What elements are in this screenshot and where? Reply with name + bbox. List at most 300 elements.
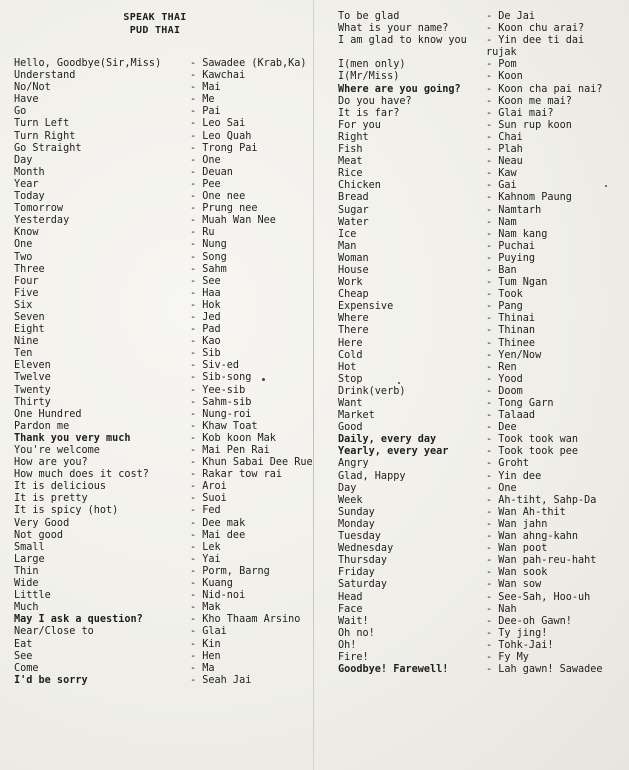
phrase-row	[14, 675, 312, 687]
english-phrase: Have	[14, 94, 39, 106]
english-phrase: I(Mr/Miss)	[338, 71, 400, 83]
phrase-row	[338, 664, 629, 676]
thai-phrase: - Koon me mai?	[486, 95, 572, 107]
english-phrase: Wide	[14, 578, 39, 590]
thai-phrase: - Khun Sabai Dee Rue	[190, 457, 313, 469]
phrase-row	[14, 312, 312, 324]
english-phrase: Monday	[338, 518, 375, 530]
english-phrase: Nine	[14, 336, 39, 348]
phrase-row	[14, 433, 312, 445]
english-phrase: Month	[14, 166, 45, 178]
english-phrase: Where	[338, 313, 369, 325]
thai-phrase: - Dee-oh Gawn!	[486, 615, 572, 627]
right-phrase-column	[338, 11, 629, 676]
phrase-row	[338, 35, 629, 47]
english-phrase: One Hundred	[14, 408, 82, 420]
english-phrase: Rice	[338, 168, 363, 180]
phrase-row	[338, 192, 629, 204]
phrase-row	[338, 96, 629, 108]
phrase-row	[338, 350, 629, 362]
thai-phrase: - Hok	[190, 299, 221, 311]
english-phrase: How much does it cost?	[14, 469, 149, 481]
thai-phrase: - Sawadee (Krab,Ka)	[190, 58, 307, 69]
phrase-row	[14, 94, 312, 106]
english-phrase: Saturday	[338, 579, 388, 591]
thai-phrase: - Glai	[190, 626, 227, 638]
thai-phrase: - Thinee	[486, 337, 536, 349]
english-phrase: Bread	[338, 192, 369, 204]
thai-phrase: - Song	[190, 251, 227, 263]
phrase-row	[338, 289, 629, 301]
phrase-row	[14, 614, 312, 626]
english-phrase: Yearly, every year	[338, 446, 449, 458]
thai-phrase: - See-Sah, Hoo-uh	[486, 591, 591, 603]
english-phrase: Work	[338, 277, 363, 289]
english-phrase: Go Straight	[14, 142, 82, 154]
thai-phrase: - Fed	[190, 505, 221, 517]
phrase-row	[338, 616, 629, 628]
english-phrase: No/Not	[14, 82, 51, 94]
thai-phrase: - Puchai	[486, 240, 536, 252]
ink-speck	[605, 185, 607, 187]
phrase-row	[338, 23, 629, 35]
english-phrase: Meat	[338, 156, 363, 168]
english-phrase: To be glad	[338, 11, 400, 22]
english-phrase: Right	[338, 131, 369, 143]
english-phrase: It is pretty	[14, 493, 88, 505]
thai-phrase: - Sib	[190, 348, 221, 360]
english-phrase: Sugar	[338, 204, 369, 216]
english-phrase: Fish	[338, 144, 363, 156]
thai-phrase: - Hen	[190, 650, 221, 662]
english-phrase: Four	[14, 275, 39, 287]
phrase-row	[338, 507, 629, 519]
thai-phrase: - Nung-roi	[190, 408, 252, 420]
thai-phrase: - Fy My	[486, 651, 529, 663]
thai-phrase: - Doom	[486, 385, 523, 397]
english-phrase: Man	[338, 240, 357, 252]
phrase-row	[338, 458, 629, 470]
english-phrase: I am glad to know you	[338, 35, 467, 47]
english-phrase: Drink(verb)	[338, 385, 406, 397]
thai-phrase: - Glai mai?	[486, 107, 554, 119]
thai-phrase: - Porm, Barng	[190, 565, 270, 577]
thai-phrase: - Namtarh	[486, 204, 542, 216]
english-phrase: Tomorrow	[14, 203, 64, 215]
phrase-row	[14, 118, 312, 130]
thai-phrase: - Neau	[486, 156, 523, 168]
english-phrase: Six	[14, 299, 33, 311]
english-phrase: Pardon me	[14, 420, 70, 432]
english-phrase: Friday	[338, 567, 375, 579]
phrase-row	[14, 409, 312, 421]
phrase-row	[14, 131, 312, 143]
thai-phrase: - Ah-tiht, Sahp-Da	[486, 494, 597, 506]
thai-phrase: - Wan sook	[486, 567, 548, 579]
thai-phrase: - Nung	[190, 239, 227, 251]
ink-speck	[262, 378, 265, 381]
phrase-row	[338, 11, 629, 23]
thai-phrase: - Khaw Toat	[190, 420, 258, 432]
phrase-row	[338, 156, 629, 168]
phrase-row	[338, 604, 629, 616]
phrase-row	[338, 628, 629, 640]
english-phrase: House	[338, 264, 369, 276]
thai-phrase: - Sib-song	[190, 372, 252, 384]
phrase-row	[14, 324, 312, 336]
english-phrase: It is delicious	[14, 481, 107, 493]
phrase-row	[338, 217, 629, 229]
phrase-row	[338, 555, 629, 567]
english-phrase: Woman	[338, 252, 369, 264]
thai-phrase: - Thinai	[486, 313, 536, 325]
phrase-row	[14, 215, 312, 227]
phrase-row	[338, 422, 629, 434]
english-phrase: Daily, every day	[338, 434, 437, 446]
english-phrase: Come	[14, 662, 39, 674]
english-phrase: It is far?	[338, 107, 400, 119]
phrase-row	[338, 495, 629, 507]
english-phrase: Five	[14, 287, 39, 299]
phrase-row	[338, 519, 629, 531]
phrase-row	[338, 434, 629, 446]
phrase-row	[338, 168, 629, 180]
thai-phrase: - Yai	[190, 553, 221, 565]
english-phrase: Week	[338, 494, 363, 506]
phrase-row	[14, 421, 312, 433]
phrase-row	[14, 578, 312, 590]
thai-phrase: - Kuang	[190, 578, 233, 590]
phrase-row	[14, 179, 312, 191]
thai-phrase: - Wan pah-reu-haht	[486, 555, 597, 567]
phrase-row	[338, 579, 629, 591]
phrase-row	[14, 542, 312, 554]
phrase-row	[14, 252, 312, 264]
english-phrase: I(men only)	[338, 59, 406, 71]
thai-phrase: - Yin dee	[486, 470, 542, 482]
thai-phrase: - Koon	[486, 71, 523, 83]
thai-phrase: - Me	[190, 94, 215, 106]
phrase-row	[338, 374, 629, 386]
thai-phrase: - Sun rup koon	[486, 119, 572, 131]
english-phrase: Market	[338, 410, 375, 422]
sheet-subtitle: PUD THAI	[129, 25, 181, 36]
english-phrase: Year	[14, 178, 39, 190]
phrase-row	[338, 277, 629, 289]
english-phrase: Know	[14, 227, 39, 239]
thai-phrase: - Sahm	[190, 263, 227, 275]
english-phrase: Twelve	[14, 372, 51, 384]
phrase-row	[14, 276, 312, 288]
english-phrase: I'd be sorry	[14, 674, 88, 686]
english-phrase: Day	[338, 482, 357, 494]
thai-phrase: - Yood	[486, 373, 523, 385]
thai-phrase: - Talaad	[486, 410, 536, 422]
phrase-row	[338, 362, 629, 374]
thai-phrase: - Groht	[486, 458, 529, 470]
english-phrase: Want	[338, 398, 363, 409]
phrase-row	[338, 132, 629, 144]
english-phrase: How are you?	[14, 457, 88, 469]
phrase-row	[338, 543, 629, 555]
thai-phrase: - Trong Pai	[190, 142, 258, 154]
phrase-row	[338, 531, 629, 543]
phrase-row	[14, 651, 312, 663]
sheet-title: SPEAK THAI	[123, 12, 187, 23]
thai-phrase: rujak	[486, 47, 517, 59]
thai-phrase: - Prung nee	[190, 203, 258, 215]
english-phrase: Twenty	[14, 384, 51, 396]
english-phrase: Go	[14, 106, 27, 118]
thai-phrase: - One	[486, 482, 517, 494]
english-phrase: Seven	[14, 311, 45, 323]
thai-phrase: - Kawchai	[190, 70, 246, 82]
thai-phrase: - Mai dee	[190, 529, 246, 541]
thai-phrase: - One nee	[190, 191, 246, 203]
thai-phrase: - Ru	[190, 227, 215, 239]
thai-phrase: - Tong Garn	[486, 398, 554, 409]
thai-phrase: - Ren	[486, 361, 517, 373]
thai-phrase: - Sahm-sib	[190, 396, 252, 408]
english-phrase: See	[14, 650, 33, 662]
phrase-row	[14, 397, 312, 409]
thai-phrase: - Suoi	[190, 493, 227, 505]
thai-phrase: - Kho Thaam Arsino	[190, 614, 301, 626]
phrase-row	[14, 481, 312, 493]
phrase-row	[338, 47, 629, 59]
english-phrase: What is your name?	[338, 23, 449, 35]
thai-phrase: - Deuan	[190, 166, 233, 178]
thai-phrase: - Mai Pen Rai	[190, 445, 270, 456]
thai-phrase: - Wan jahn	[486, 518, 548, 530]
phrase-row	[338, 84, 629, 96]
thai-phrase: - Dee	[486, 422, 517, 434]
english-phrase: Oh!	[338, 639, 357, 651]
phrase-row	[14, 264, 312, 276]
thai-phrase: - Pad	[190, 324, 221, 336]
phrase-row	[338, 652, 629, 664]
english-phrase: Yesterday	[14, 215, 70, 227]
phrase-row	[338, 567, 629, 579]
english-phrase: Sunday	[338, 506, 375, 518]
english-phrase: For you	[338, 119, 381, 131]
phrase-row	[14, 227, 312, 239]
thai-phrase: - Pang	[486, 301, 523, 313]
phrase-row	[338, 120, 629, 132]
thai-phrase: - Nid-noi	[190, 590, 246, 602]
thai-phrase: - Thinan	[486, 325, 536, 337]
phrase-row	[14, 143, 312, 155]
english-phrase: Today	[14, 191, 45, 203]
english-phrase: Ten	[14, 348, 33, 360]
thai-phrase: - Gai	[486, 180, 517, 192]
english-phrase: Wednesday	[338, 543, 394, 555]
english-phrase: Three	[14, 263, 45, 275]
phrase-row	[14, 288, 312, 300]
english-phrase: Thin	[14, 565, 39, 577]
thai-phrase: - Dee mak	[190, 517, 246, 529]
thai-phrase: - Tum Ngan	[486, 277, 548, 289]
phrase-row	[14, 663, 312, 675]
english-phrase: Hello, Goodbye(Sir,Miss)	[14, 58, 162, 69]
english-phrase: Expensive	[338, 301, 394, 313]
phrase-row	[14, 191, 312, 203]
phrase-row	[14, 360, 312, 372]
phrase-row	[338, 59, 629, 71]
english-phrase: Glad, Happy	[338, 470, 406, 482]
phrase-row	[338, 410, 629, 422]
ink-speck	[398, 382, 400, 384]
english-phrase: Near/Close to	[14, 626, 94, 638]
phrase-row	[338, 640, 629, 652]
english-phrase: One	[14, 239, 33, 251]
phrase-row	[14, 336, 312, 348]
phrase-row	[14, 566, 312, 578]
phrase-row	[338, 205, 629, 217]
phrase-row	[14, 493, 312, 505]
thai-phrase: - Leo Quah	[190, 130, 252, 142]
thai-phrase: - Lah gawn! Sawadee	[486, 664, 603, 676]
phrase-row	[14, 239, 312, 251]
thai-phrase: - Kao	[190, 336, 221, 348]
english-phrase: Face	[338, 603, 363, 615]
phrase-row	[338, 313, 629, 325]
phrase-row	[14, 505, 312, 517]
english-phrase: Cold	[338, 349, 363, 361]
phrase-row	[338, 229, 629, 241]
thai-phrase: - Took took pee	[486, 446, 579, 458]
thai-phrase: - Mak	[190, 602, 221, 614]
phrase-row	[14, 445, 312, 457]
phrase-row	[14, 106, 312, 118]
thai-phrase: - Chai	[486, 131, 523, 143]
english-phrase: Day	[14, 154, 33, 166]
thai-phrase: - Aroi	[190, 481, 227, 493]
phrase-row	[338, 483, 629, 495]
phrase-row	[338, 325, 629, 337]
english-phrase: Understand	[14, 70, 76, 82]
english-phrase: Very Good	[14, 517, 70, 529]
english-phrase: Eat	[14, 638, 33, 650]
english-phrase: You're welcome	[14, 445, 100, 456]
thai-phrase: - Jed	[190, 311, 221, 323]
phrase-row	[14, 457, 312, 469]
english-phrase: Here	[338, 337, 363, 349]
phrase-row	[14, 300, 312, 312]
english-phrase: Tuesday	[338, 531, 381, 543]
phrase-row	[14, 348, 312, 360]
english-phrase: Good	[338, 422, 363, 434]
phrase-row	[338, 180, 629, 192]
english-phrase	[338, 47, 486, 59]
phrase-row	[338, 446, 629, 458]
thai-phrase: - Seah Jai	[190, 674, 252, 686]
english-phrase: Cheap	[338, 289, 369, 301]
english-phrase: Angry	[338, 458, 369, 470]
english-phrase: May I ask a question?	[14, 614, 143, 626]
phrase-row	[14, 70, 312, 82]
phrase-row	[14, 385, 312, 397]
thai-phrase: - Nam	[486, 216, 517, 228]
phrase-row	[14, 372, 312, 384]
english-phrase: There	[338, 325, 369, 337]
thai-phrase: - One	[190, 154, 221, 166]
thai-phrase: - Pom	[486, 59, 517, 71]
english-phrase: Two	[14, 251, 33, 263]
english-phrase: Eight	[14, 324, 45, 336]
phrase-row	[338, 108, 629, 120]
thai-phrase: - Ban	[486, 264, 517, 276]
phrase-row	[338, 301, 629, 313]
english-phrase: Little	[14, 590, 51, 602]
english-phrase: Goodbye! Farewell!	[338, 664, 449, 676]
thai-phrase: - Koon cha pai nai?	[486, 83, 603, 95]
english-phrase: Chicken	[338, 180, 381, 192]
english-phrase: Thirty	[14, 396, 51, 408]
thai-phrase: - Wan Ah-thit	[486, 506, 566, 518]
thai-phrase: - Puying	[486, 252, 536, 264]
phrase-row	[14, 590, 312, 602]
thai-phrase: - Rakar tow rai	[190, 469, 283, 481]
english-phrase: Not good	[14, 529, 64, 541]
thai-phrase: - Kahnom Paung	[486, 192, 572, 204]
thai-phrase: - Kob koon Mak	[190, 432, 276, 444]
thai-phrase: - Siv-ed	[190, 360, 240, 372]
phrase-row	[14, 167, 312, 179]
thai-phrase: - Leo Sai	[190, 118, 246, 130]
phrase-row	[338, 398, 629, 410]
thai-phrase: - Yin dee ti dai	[486, 35, 585, 47]
english-phrase: It is spicy (hot)	[14, 505, 119, 517]
english-phrase: Oh no!	[338, 627, 375, 639]
english-phrase: Eleven	[14, 360, 51, 372]
english-phrase: Stop	[338, 373, 363, 385]
page-fold-line	[313, 0, 314, 770]
english-phrase: Turn Left	[14, 118, 70, 130]
thai-phrase: - Ma	[190, 662, 215, 674]
phrase-row	[338, 241, 629, 253]
phrase-row	[338, 253, 629, 265]
thai-phrase: - Pee	[190, 178, 221, 190]
english-phrase: Much	[14, 602, 39, 614]
thai-phrase: - Lek	[190, 541, 221, 553]
english-phrase: Ice	[338, 228, 357, 240]
thai-phrase: - De Jai	[486, 11, 536, 22]
phrase-row	[14, 530, 312, 542]
thai-phrase: - Wan ahng-kahn	[486, 531, 579, 543]
english-phrase: Head	[338, 591, 363, 603]
english-phrase: Water	[338, 216, 369, 228]
phrase-row	[14, 155, 312, 167]
english-phrase: Small	[14, 541, 45, 553]
phrase-row	[338, 471, 629, 483]
phrase-row	[338, 338, 629, 350]
phrase-row	[338, 144, 629, 156]
thai-phrase: - Mai	[190, 82, 221, 94]
thai-phrase: - Plah	[486, 144, 523, 156]
phrase-row	[338, 592, 629, 604]
left-phrase-column	[14, 58, 312, 687]
thai-phrase: - Haa	[190, 287, 221, 299]
english-phrase: Do you have?	[338, 95, 412, 107]
thai-phrase: - Muah Wan Nee	[190, 215, 276, 227]
thai-phrase: - Nah	[486, 603, 517, 615]
english-phrase: Large	[14, 553, 45, 565]
thai-phrase: - Ty jing!	[486, 627, 548, 639]
english-phrase: Where are you going?	[338, 83, 461, 95]
phrase-row	[14, 639, 312, 651]
thai-phrase: - Koon chu arai?	[486, 23, 585, 35]
